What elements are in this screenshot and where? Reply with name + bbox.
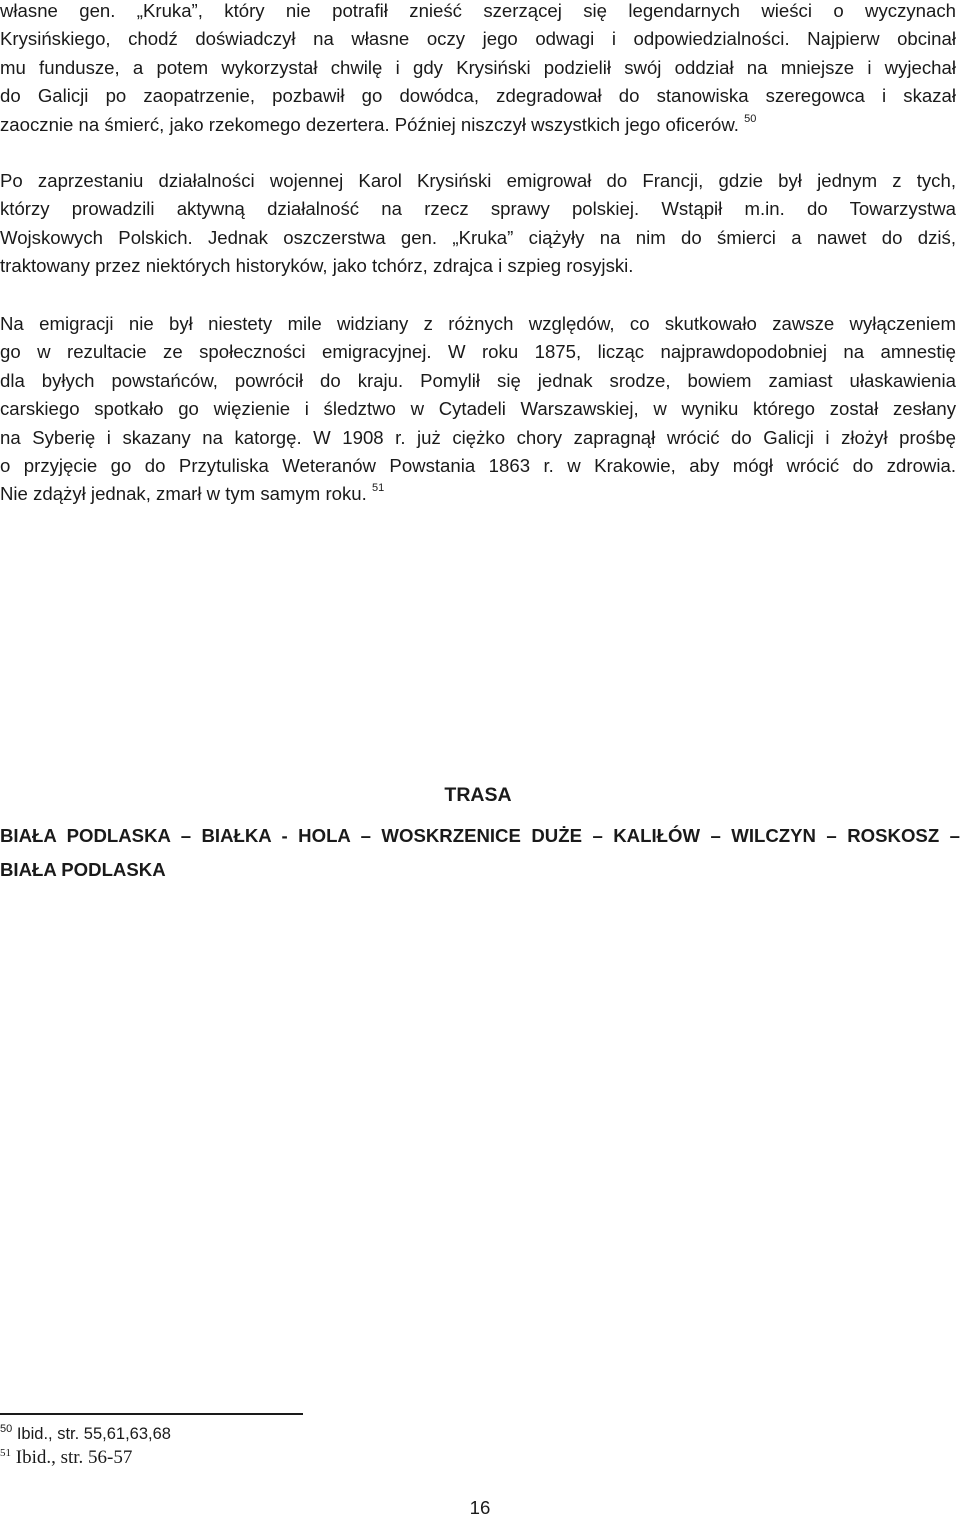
paragraph-line-text: Nie zdążył jednak, zmarł w tym samym roku. bbox=[0, 483, 367, 505]
footnote-text: Ibid., str. 56-57 bbox=[15, 1447, 133, 1468]
paragraph-line: Krysińskiego, chodź doświadczył na własne oczy jego odwagi i odpowiedzialności. Najpierw obcinał bbox=[0, 28, 956, 50]
paragraph-line-last bbox=[0, 111, 956, 139]
paragraph-line: Po zaprzestaniu działalności wojennej Karol Krysiński emigrował do Francji, gdzie był jednym z tych, bbox=[0, 170, 956, 191]
paragraph-line: Na emigracji nie był niestety mile widziany z różnych względów, co skutkowało zawsze wyłączeniem bbox=[0, 313, 956, 334]
paragraph-line: go w rezultacie ze społeczności emigracyjnej. W roku 1875, licząc najprawdopodobniej na amnestię bbox=[0, 341, 956, 363]
paragraph-line: mu fundusze, a potem wykorzystał chwilę i gdy Krysiński podzielił swój oddział na mniejsze i wyjechał bbox=[0, 56, 956, 78]
route-description bbox=[0, 819, 960, 887]
page-number: 16 bbox=[469, 1497, 491, 1518]
paragraph-3 bbox=[0, 310, 956, 509]
paragraph-line: Wojskowych Polskich. Jednak oszczerstwa gen. „Kruka” ciążyły na nim do śmierci a nawet do dziś, bbox=[0, 226, 956, 248]
route-heading: TRASA bbox=[444, 784, 512, 806]
footnote-51 bbox=[0, 1448, 132, 1468]
route-line-1: BIAŁA PODLASKA – BIAŁKA - HOLA – WOSKRZENICE DUŻE – KALIŁÓW – WILCZYN – ROSKOSZ – bbox=[0, 825, 960, 846]
footnote-text: Ibid., str. 55,61,63,68 bbox=[16, 1425, 171, 1443]
footnote-separator bbox=[0, 1413, 303, 1415]
route-line-2: BIAŁA PODLASKA bbox=[0, 859, 166, 880]
footnote-number: 50 bbox=[0, 1423, 13, 1435]
paragraph-2 bbox=[0, 167, 956, 281]
paragraph-line: którzy prowadzili aktywną działalność na rzecz sprawy polskiej. Wstąpił m.in. do Towarzystwa bbox=[0, 198, 956, 220]
paragraph-line: na Syberię i skazany na katorgę. W 1908 r. już ciężko chory zapragnął wrócić do Galicji i złożył prośbę bbox=[0, 426, 956, 448]
paragraph-line: carskiego spotkało go więzienie i śledztwo w Cytadeli Warszawskiej, w wyniku którego został zesłany bbox=[0, 398, 956, 420]
footnote-reference-50[interactable]: 50 bbox=[744, 112, 757, 125]
paragraph-line: o przyjęcie go do Przytuliska Weteranów Powstania 1863 r. w Krakowie, aby mógł wrócić do zdrowia. bbox=[0, 455, 956, 477]
paragraph-line-text: zaocznie na śmierć, jako rzekomego dezertera. Później niszczył wszystkich jego oficerów. bbox=[0, 113, 739, 135]
paragraph-line: dla byłych powstańców, powrócił do kraju. Pomylił się jednak srodze, bowiem zamiast ułaskawienia bbox=[0, 369, 956, 391]
paragraph-line-last bbox=[0, 480, 956, 508]
paragraph-line-last: traktowany przez niektórych historyków, jako tchórz, zdrajca i szpieg rosyjski. bbox=[0, 255, 634, 277]
paragraph-line: własne gen. „Kruka”, który nie potrafił znieść szerzącej się legendarnych wieści o wyczynach bbox=[0, 0, 956, 21]
footnote-50 bbox=[0, 1424, 171, 1444]
footnote-reference-51[interactable]: 51 bbox=[371, 482, 385, 495]
paragraph-line: do Galicji po zaopatrzenie, pozbawił go dowódca, zdegradował do stanowiska szeregowca i skazał bbox=[0, 85, 956, 107]
paragraph-1 bbox=[0, 0, 956, 139]
footnote-number: 51 bbox=[0, 1447, 11, 1459]
